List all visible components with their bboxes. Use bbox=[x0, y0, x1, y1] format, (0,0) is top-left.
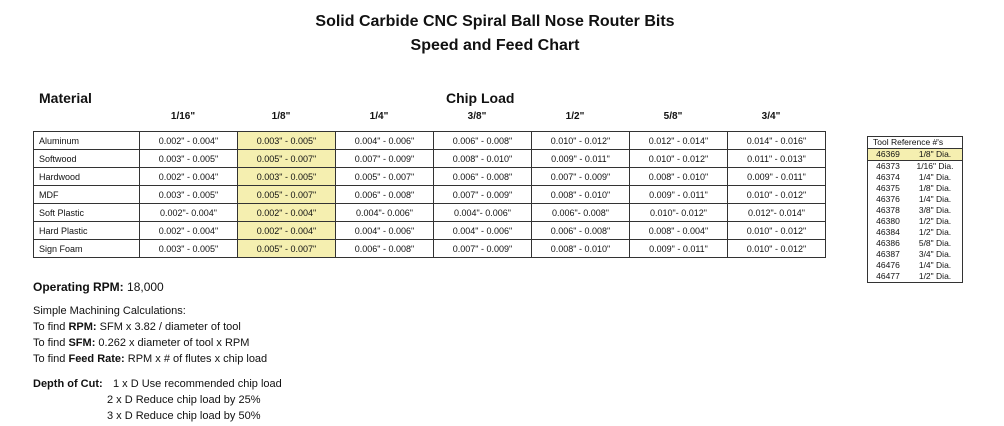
table-row bbox=[34, 204, 826, 222]
chip-load-cell: 0.003" - 0.005" bbox=[140, 240, 238, 258]
table-row bbox=[34, 132, 826, 150]
calc-formula: 0.262 x diameter of tool x RPM bbox=[95, 337, 250, 349]
tool-code: 46375 bbox=[868, 183, 909, 194]
tool-code: 46476 bbox=[868, 260, 909, 271]
tool-code: 46373 bbox=[868, 161, 909, 173]
chip-load-cell: 0.007" - 0.009" bbox=[532, 168, 630, 186]
chip-load-cell: 0.010" - 0.012" bbox=[728, 240, 826, 258]
tool-diameter: 3/8" Dia. bbox=[908, 205, 963, 216]
operating-rpm bbox=[33, 279, 164, 295]
chip-load-cell: 0.008" - 0.010" bbox=[532, 186, 630, 204]
chart-title: Solid Carbide CNC Spiral Ball Nose Router Bits bbox=[315, 13, 675, 30]
chip-load-cell: 0.010" - 0.012" bbox=[630, 150, 728, 168]
tool-diameter: 1/8" Dia. bbox=[908, 183, 963, 194]
tool-code: 46369 bbox=[868, 149, 909, 161]
chip-load-cell: 0.005" - 0.007" bbox=[238, 186, 336, 204]
depth-line: 2 x D Reduce chip load by 25% bbox=[107, 394, 261, 406]
calc-line bbox=[33, 319, 241, 335]
tool-code: 46380 bbox=[868, 216, 909, 227]
column-header: 1/16" bbox=[170, 111, 196, 122]
chip-load-cell: 0.004" - 0.006" bbox=[434, 222, 532, 240]
tool-reference-row bbox=[868, 227, 963, 238]
tool-code: 46378 bbox=[868, 205, 909, 216]
chip-load-cell: 0.006"- 0.008" bbox=[532, 204, 630, 222]
column-header: 5/8" bbox=[663, 111, 683, 122]
material-cell: Softwood bbox=[34, 150, 140, 168]
chip-load-cell: 0.003" - 0.005" bbox=[140, 150, 238, 168]
tool-diameter: 1/4" Dia. bbox=[908, 172, 963, 183]
chip-load-cell: 0.007" - 0.009" bbox=[434, 240, 532, 258]
calc-line bbox=[33, 335, 249, 351]
operating-rpm-value: 18,000 bbox=[127, 280, 164, 294]
tool-reference-row bbox=[868, 161, 963, 173]
chip-load-cell: 0.002" - 0.004" bbox=[238, 222, 336, 240]
chip-load-cell: 0.008" - 0.010" bbox=[532, 240, 630, 258]
tool-reference-row bbox=[868, 194, 963, 205]
depth-line: 3 x D Reduce chip load by 50% bbox=[107, 410, 261, 422]
chip-load-cell: 0.010" - 0.012" bbox=[728, 186, 826, 204]
calc-term: Feed Rate: bbox=[68, 353, 125, 365]
chip-load-cell: 0.008" - 0.004" bbox=[630, 222, 728, 240]
chip-load-cell: 0.006" - 0.008" bbox=[434, 132, 532, 150]
chip-load-cell: 0.012" - 0.014" bbox=[630, 132, 728, 150]
chip-load-cell: 0.010" - 0.012" bbox=[728, 222, 826, 240]
chip-load-cell: 0.010"- 0.012" bbox=[630, 204, 728, 222]
table-row bbox=[34, 222, 826, 240]
column-header: 3/4" bbox=[761, 111, 781, 122]
chip-load-cell: 0.002" - 0.004" bbox=[140, 222, 238, 240]
chip-load-cell: 0.006" - 0.008" bbox=[336, 186, 434, 204]
calc-heading: Simple Machining Calculations: bbox=[33, 305, 186, 317]
tool-diameter: 1/8" Dia. bbox=[908, 149, 963, 161]
chip-load-cell: 0.009" - 0.011" bbox=[728, 168, 826, 186]
chip-load-cell: 0.006" - 0.008" bbox=[336, 240, 434, 258]
tool-reference-row bbox=[868, 238, 963, 249]
tool-reference-row bbox=[868, 271, 963, 283]
tool-code: 46387 bbox=[868, 249, 909, 260]
material-header: Material bbox=[39, 90, 92, 106]
calc-prefix: To find bbox=[33, 337, 69, 349]
tool-code: 46376 bbox=[868, 194, 909, 205]
chip-load-cell: 0.009" - 0.011" bbox=[630, 186, 728, 204]
depth-line: 1 x D Use recommended chip load bbox=[113, 378, 282, 390]
material-cell: Soft Plastic bbox=[34, 204, 140, 222]
table-row bbox=[34, 240, 826, 258]
chip-load-cell: 0.002" - 0.004" bbox=[140, 132, 238, 150]
tool-diameter: 5/8" Dia. bbox=[908, 238, 963, 249]
column-header: 1/8" bbox=[271, 111, 291, 122]
tool-diameter: 1/2" Dia. bbox=[908, 227, 963, 238]
calc-term: RPM: bbox=[68, 321, 97, 333]
calc-formula: RPM x # of flutes x chip load bbox=[124, 353, 268, 365]
tool-reference-row bbox=[868, 172, 963, 183]
tool-code: 46374 bbox=[868, 172, 909, 183]
column-header: 1/2" bbox=[565, 111, 585, 122]
chip-load-header: Chip Load bbox=[446, 90, 515, 106]
tool-reference-header: Tool Reference #'s bbox=[868, 137, 963, 149]
chip-load-cell: 0.004"- 0.006" bbox=[434, 204, 532, 222]
chip-load-cell: 0.005" - 0.007" bbox=[238, 150, 336, 168]
tool-reference-row bbox=[868, 216, 963, 227]
chip-load-cell: 0.002" - 0.004" bbox=[140, 168, 238, 186]
calc-line bbox=[33, 351, 267, 367]
operating-rpm-label: Operating RPM: bbox=[33, 280, 124, 294]
chip-load-cell: 0.008" - 0.010" bbox=[630, 168, 728, 186]
tool-diameter: 1/16" Dia. bbox=[908, 161, 963, 173]
chip-load-cell: 0.004" - 0.006" bbox=[336, 132, 434, 150]
chip-load-cell: 0.002"- 0.004" bbox=[140, 204, 238, 222]
chip-load-cell: 0.004" - 0.006" bbox=[336, 222, 434, 240]
table-row bbox=[34, 186, 826, 204]
tool-diameter: 1/4" Dia. bbox=[908, 260, 963, 271]
chip-load-cell: 0.011" - 0.013" bbox=[728, 150, 826, 168]
tool-reference-table bbox=[867, 136, 963, 283]
chip-load-cell: 0.012"- 0.014" bbox=[728, 204, 826, 222]
chip-load-cell: 0.006" - 0.008" bbox=[434, 168, 532, 186]
tool-diameter: 3/4" Dia. bbox=[908, 249, 963, 260]
material-cell: Hard Plastic bbox=[34, 222, 140, 240]
tool-reference-row bbox=[868, 149, 963, 161]
chip-load-cell: 0.010" - 0.012" bbox=[532, 132, 630, 150]
table-row bbox=[34, 168, 826, 186]
tool-reference-row bbox=[868, 183, 963, 194]
chip-load-cell: 0.006" - 0.008" bbox=[532, 222, 630, 240]
chip-load-cell: 0.003" - 0.005" bbox=[140, 186, 238, 204]
chart-subtitle: Speed and Feed Chart bbox=[410, 37, 580, 54]
chip-load-cell: 0.009" - 0.011" bbox=[630, 240, 728, 258]
chip-load-cell: 0.007" - 0.009" bbox=[336, 150, 434, 168]
tool-diameter: 1/2" Dia. bbox=[908, 216, 963, 227]
material-cell: Sign Foam bbox=[34, 240, 140, 258]
chip-load-cell: 0.003" - 0.005" bbox=[238, 132, 336, 150]
tool-reference-row bbox=[868, 205, 963, 216]
calc-term: SFM: bbox=[68, 337, 96, 349]
chip-load-cell: 0.002" - 0.004" bbox=[238, 204, 336, 222]
calc-prefix: To find bbox=[33, 353, 69, 365]
column-header: 3/8" bbox=[467, 111, 487, 122]
chip-load-cell: 0.004"- 0.006" bbox=[336, 204, 434, 222]
column-header: 1/4" bbox=[369, 111, 389, 122]
tool-diameter: 1/2" Dia. bbox=[908, 271, 963, 283]
calc-prefix: To find bbox=[33, 321, 69, 333]
chip-load-cell: 0.005" - 0.007" bbox=[238, 240, 336, 258]
tool-code: 46477 bbox=[868, 271, 909, 283]
table-row bbox=[34, 150, 826, 168]
tool-reference-row bbox=[868, 249, 963, 260]
chip-load-cell: 0.005" - 0.007" bbox=[336, 168, 434, 186]
calc-formula: SFM x 3.82 / diameter of tool bbox=[96, 321, 241, 333]
material-cell: Hardwood bbox=[34, 168, 140, 186]
material-cell: MDF bbox=[34, 186, 140, 204]
tool-code: 46386 bbox=[868, 238, 909, 249]
chip-load-table bbox=[33, 131, 826, 258]
tool-code: 46384 bbox=[868, 227, 909, 238]
tool-diameter: 1/4" Dia. bbox=[908, 194, 963, 205]
material-cell: Aluminum bbox=[34, 132, 140, 150]
tool-reference-row bbox=[868, 260, 963, 271]
chip-load-cell: 0.009" - 0.011" bbox=[532, 150, 630, 168]
chip-load-cell: 0.008" - 0.010" bbox=[434, 150, 532, 168]
chip-load-cell: 0.014" - 0.016" bbox=[728, 132, 826, 150]
chip-load-cell: 0.003" - 0.005" bbox=[238, 168, 336, 186]
chip-load-cell: 0.007" - 0.009" bbox=[434, 186, 532, 204]
depth-of-cut-label: Depth of Cut: bbox=[33, 378, 103, 390]
